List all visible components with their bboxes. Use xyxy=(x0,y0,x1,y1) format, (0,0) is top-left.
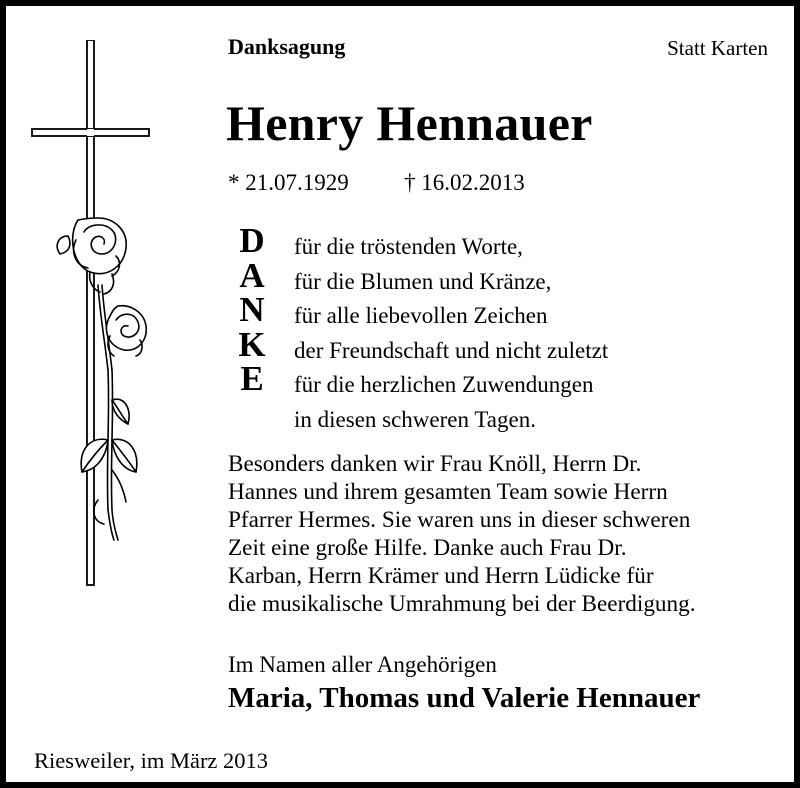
thanks-lines xyxy=(294,230,608,437)
paragraph-line: Karban, Herrn Krämer und Herrn Lüdicke für xyxy=(228,563,654,589)
danke-acrostic xyxy=(232,221,272,398)
thanks-line: für alle liebevollen Zeichen xyxy=(294,303,548,328)
danke-letter: A xyxy=(239,255,265,295)
danke-letter: E xyxy=(240,359,264,398)
paragraph-line: Zeit eine große Hilfe. Danke auch Frau Dr. xyxy=(228,535,627,561)
paragraph-line: Hannes und ihrem gesamten Team sowie Herrn xyxy=(228,479,668,505)
thanks-paragraph xyxy=(228,450,696,618)
thanks-line: für die tröstenden Worte, xyxy=(294,234,523,259)
danke-letter: N xyxy=(239,290,265,329)
birth-date: * 21.07.1929 xyxy=(228,170,349,195)
place-date: Riesweiler, im März 2013 xyxy=(34,748,269,773)
thanks-line: für die Blumen und Kränze, xyxy=(294,268,552,294)
signature-intro: Im Namen aller Angehörigen xyxy=(228,652,497,677)
heading-danksagung: Danksagung xyxy=(228,34,346,59)
paragraph-line: die musikalische Umrahmung bei der Beerdigung. xyxy=(228,591,696,617)
cross-with-roses-icon xyxy=(28,40,168,590)
thanks-line: der Freundschaft und nicht zuletzt xyxy=(294,337,609,363)
paragraph-line: Pfarrer Hermes. Sie waren uns in dieser schweren xyxy=(228,507,691,533)
death-date: † 16.02.2013 xyxy=(404,170,525,195)
note-statt-karten: Statt Karten xyxy=(667,36,768,60)
paragraph-line: Besonders danken wir Frau Knöll, Herrn Dr. xyxy=(228,451,642,477)
thanks-line: in diesen schweren Tagen. xyxy=(294,406,536,432)
danke-letter: D xyxy=(239,221,265,260)
deceased-name: Henry Hennauer xyxy=(226,95,593,151)
signature-names: Maria, Thomas und Valerie Hennauer xyxy=(228,682,701,714)
danke-letter: K xyxy=(238,324,266,364)
thanks-line: für die herzlichen Zuwendungen xyxy=(294,372,594,397)
